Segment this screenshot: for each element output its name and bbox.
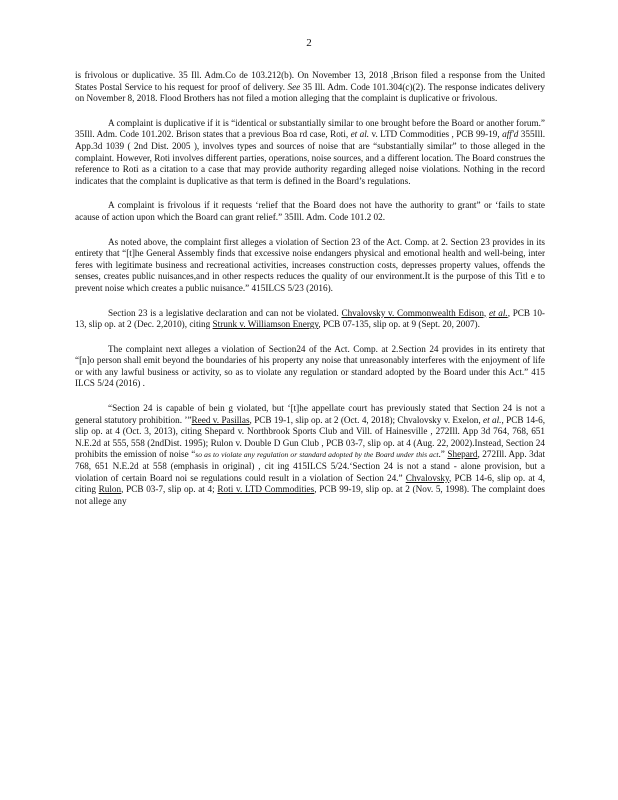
paragraph-section-24-analysis — [75, 403, 545, 507]
case-name: Reed v. Pasillas — [191, 414, 250, 425]
document-body — [75, 70, 545, 520]
case-name: Rulon — [98, 484, 122, 495]
text-run: “Section 24 is capable of bein g violated, but ‘[t]he appellate court has previously stated that Section 24 is not a general statutory prohibition. ’” — [75, 403, 545, 425]
text-run: , PCB 07-135, slip op. at 9 (Sept. 20, 2007). — [318, 319, 480, 330]
case-name: Strunk v. Williamson Energy — [212, 319, 319, 330]
et-al: et al. — [488, 307, 508, 318]
case-name: Roti v. LTD Commodities — [217, 484, 315, 495]
paragraph-frivolous — [75, 200, 545, 223]
text-run: , PCB 14-6, slip op. at 4, citing — [75, 472, 545, 495]
page-number: 2 — [306, 37, 312, 49]
case-name: Chvalovsky v. Commonwealth Edison, — [341, 307, 487, 318]
text-run: Section 23 is a legislative declaration and can not be violated. — [108, 307, 342, 318]
emphasized-quote: so as to violate any regulation or standard adopted by the Board under this act — [195, 450, 439, 460]
text-run: 35 Ill. Adm. Code 101.304(c)(2). The response indicates delivery on November 8, 2018. Flood Brothers has not filed a motion alleging that the complaint is duplicative or frivolous. — [75, 81, 545, 104]
text-run: is frivolous or duplicative. 35 Ill. Adm.Co de 103.212(b). On November 13, 2018 ,Brison filed a response from the United States Postal Service to his request for proof of delivery. — [75, 70, 545, 92]
et-al: et al. — [350, 129, 370, 140]
text-run: As noted above, the complaint first alleges a violation of Section 23 of the Act. Comp. at 2. Section 23 provides in its entirety that “[t]he General Assembly finds that excessive noise endangers physical and emotional health and well-being, inter feres with legitimate business and recreational activities, increases construction costs, depresses property values, offends the senses, creates public nuisances,and in other respects reduces the quality of our environment.It is the purpose of this Titl e to prevent noise which creates a public nuisance.” 415ILCS 5/23 (2016). — [75, 236, 545, 293]
text-run: , PCB 19-1, slip op. at 2 (Oct. 4, 2018); Chvalovsky v. Exelon, — [249, 414, 484, 425]
text-run: , PCB 10-13, slip op. at 2 (Dec. 2,2010), citing — [75, 307, 545, 330]
text-run: , PCB 99-19, slip op. at 2 (Nov. 5, 1998). The complaint does not allege any — [75, 484, 545, 506]
text-run: , 272Ill. App. 3dat 768, 651 N.E.2d at 558 (emphasis in original) , cit ing 415ILCS 5/24.‘Section 24 is not a stand - alone provision, but a violation of certain Board noi se regulations could result in a violation of Section 24.” — [75, 449, 545, 483]
text-run: , PCB 14-6, slip op. at 4 (Oct. 3, 2013), citing Shepard v. Northbrook Sports Club and Vill. of Hainesville , 272Ill. App 3d 764, 768, 651 N.E.2d at 555, 558 (2ndDist. 1995); Rulon v. Double D Gun Club , PCB 03-7, slip op. at 4 (Aug. 22, 2002).Instead, Section 24 prohibits the emission of noise “ — [75, 414, 546, 460]
text-run: 355Ill. App.3d 1039 ( 2nd Dist. 2005 ), involves types and sources of noise that are “substantially similar” to those alleged in the complaint. However, Roti involves different parties, operations, noise sources, and a different location. The Board construes the reference to Roti as a citation to a case that may provide authority regarding alleged noise violations. Nothing in the record indicates that the complaint is duplicative as that term is defined in the Board’s regulations. — [75, 129, 545, 186]
et-al: et al. — [483, 414, 502, 425]
paragraph-section-23-declaration — [75, 308, 545, 331]
text-run: The complaint next alleges a violation of Section24 of the Act. Comp. at 2.Section 24 provides in its entirety that “[n]o person shall emit beyond the boundaries of his property any noise that unreasonably interferes with the enjoyment of life or with any lawful business or activity, so as to violate any regulation or standard adopted by the Board under this Act.” 415 ILCS 5/24 (2016) . — [75, 343, 545, 389]
text-run: , PCB 03-7, slip op. at 4; — [121, 484, 218, 495]
paragraph-duplicative — [75, 118, 545, 188]
text-run: v. LTD Commodities , PCB 99-19, — [369, 129, 503, 140]
citation-signal: See — [287, 81, 301, 92]
paragraph-section-24 — [75, 344, 545, 390]
case-name: Chvalovsky — [405, 472, 450, 483]
paragraph-1 — [75, 70, 545, 105]
paragraph-section-23 — [75, 237, 545, 295]
affd: aff'd — [502, 129, 519, 140]
text-run: A complaint is duplicative if it is “identical or substantially similar to one brought before the Board or another forum.” 35Ill. Adm. Code 101.202. Brison states that a previous Boa rd case, Roti, — [75, 117, 545, 140]
case-name: Shepard — [447, 449, 478, 460]
text-run: A complaint is frivolous if it requests ‘relief that the Board does not have the authority to grant” or ‘fails to state acause of action upon which the Board can grant relief.” 35Ill. Adm. Code 101.2 02. — [75, 200, 545, 222]
text-run: .” — [438, 449, 448, 460]
